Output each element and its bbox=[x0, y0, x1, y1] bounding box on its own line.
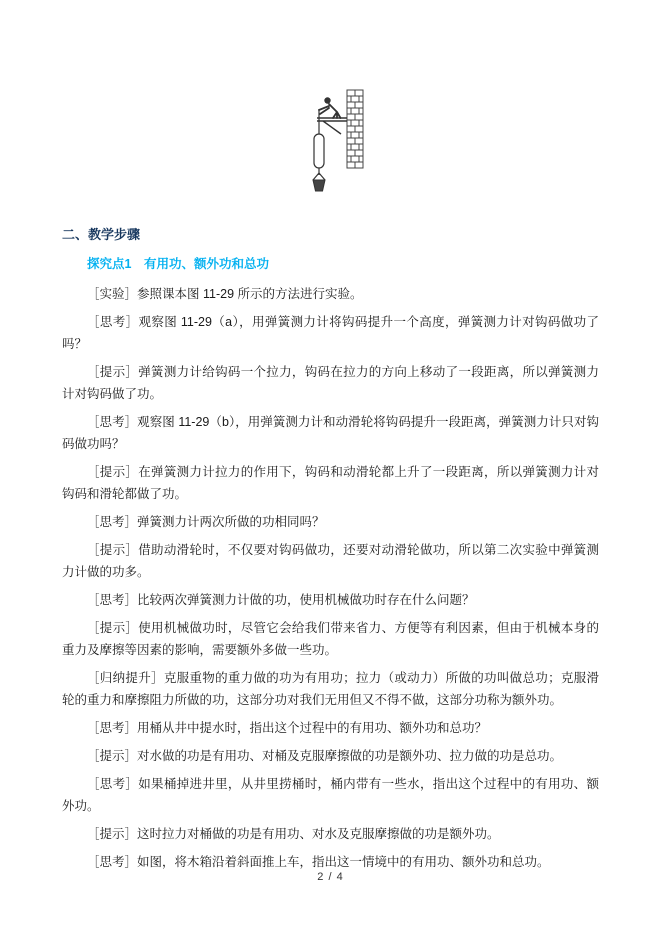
brick-wall bbox=[347, 90, 363, 168]
paragraph-hint-3: ［提示］借助动滑轮时，不仅要对钩码做功，还要对动滑轮做功，所以第二次实验中弹簧测力计做的功多。 bbox=[62, 543, 599, 579]
platform bbox=[317, 118, 347, 134]
paragraph-think-2: ［思考］观察图 11-29（b），用弹簧测力计和动滑轮将钩码提升一段距离，弹簧测力计只对钩码做功吗？ bbox=[62, 415, 599, 451]
paragraph-think-6: ［思考］如果桶掉进井里，从井里捞桶时，桶内带有一些水，指出这个过程中的有用功、额外功。 bbox=[62, 777, 599, 813]
paragraph-hint-6: ［提示］这时拉力对桶做的功是有用功、对水及克服摩擦做的功是额外功。 bbox=[87, 827, 500, 841]
pulley-illustration bbox=[291, 86, 371, 204]
paragraph-hint-1: ［提示］弹簧测力计给钩码一个拉力，钩码在拉力的方向上移动了一段距离，所以弹簧测力计对钩码做了功。 bbox=[62, 365, 599, 401]
explore-point-heading: 探究点1 有用功、额外功和总功 bbox=[87, 257, 269, 271]
person bbox=[319, 97, 341, 118]
paragraph-summary: ［归纳提升］克服重物的重力做的功为有用功；拉力（或动力）所做的功叫做总功；克服滑轮的重力和摩擦阻力所做的功，这部分功对我们无用但又不得不做，这部分功称为额外功。 bbox=[62, 671, 599, 707]
document-body bbox=[62, 283, 599, 873]
page-number: 2 / 4 bbox=[317, 871, 344, 883]
paragraph-think-3: ［思考］弹簧测力计两次所做的功相同吗？ bbox=[87, 515, 325, 529]
paragraph-hint-2: ［提示］在弹簧测力计拉力的作用下，钩码和动滑轮都上升了一段距离，所以弹簧测力计对钩码和滑轮都做了功。 bbox=[62, 465, 599, 501]
paragraph-hint-4: ［提示］使用机械做功时，尽管它会给我们带来省力、方便等有利因素，但由于机械本身的重力及摩擦等因素的影响，需要额外多做一些功。 bbox=[62, 621, 599, 657]
section-heading: 二、教学步骤 bbox=[62, 227, 141, 242]
pulley-figure bbox=[0, 0, 661, 204]
paragraph-experiment: ［实验］参照课本图 11-29 所示的方法进行实验。 bbox=[87, 287, 363, 301]
paragraph-hint-5: ［提示］对水做的功是有用功、对桶及克服摩擦做的功是额外功、拉力做的功是总功。 bbox=[87, 749, 563, 763]
paragraph-think-1: ［思考］观察图 11-29（a），用弹簧测力计将钩码提升一个高度，弹簧测力计对钩码做功了吗？ bbox=[62, 315, 599, 351]
paragraph-think-7: ［思考］如图，将木箱沿着斜面推上车，指出这一情境中的有用功、额外功和总功。 bbox=[87, 855, 550, 869]
bucket bbox=[313, 173, 325, 191]
paragraph-think-4: ［思考］比较两次弹簧测力计做的功，使用机械做功时存在什么问题？ bbox=[87, 593, 475, 607]
cylinder-load bbox=[314, 134, 324, 168]
paragraph-think-5: ［思考］用桶从井中提水时，指出这个过程中的有用功、额外功和总功？ bbox=[87, 721, 488, 735]
